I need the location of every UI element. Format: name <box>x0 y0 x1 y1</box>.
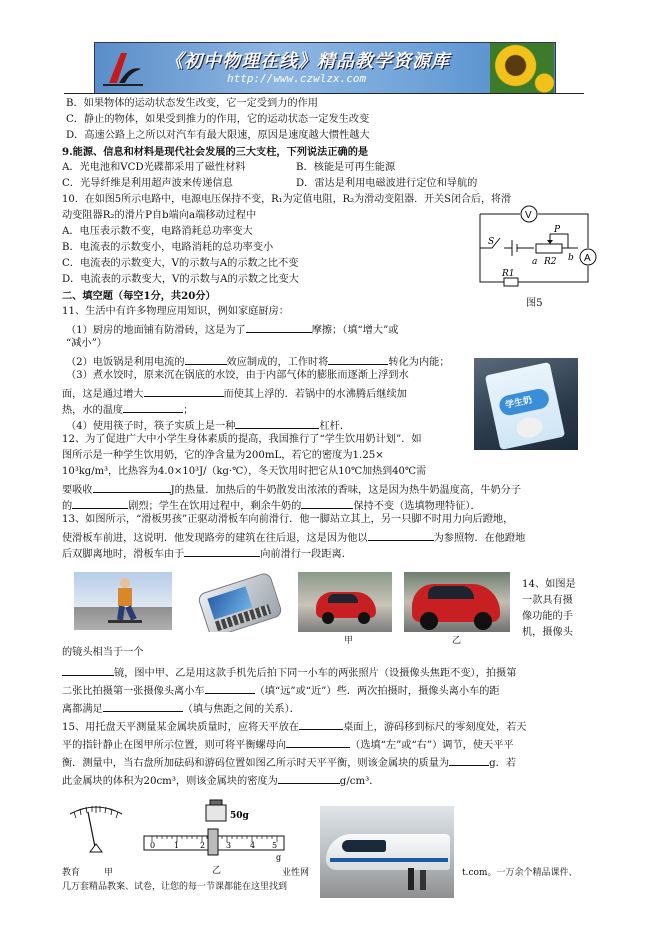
q11-part3-line2 <box>62 385 407 402</box>
scale-tick-2: 2 <box>200 841 206 850</box>
skateboard <box>108 620 142 623</box>
q15-line1-b: 桌面上，游码移到标尺的零刻度处，若天 <box>343 722 527 733</box>
boy-body <box>118 588 132 606</box>
q14-line3 <box>62 682 500 699</box>
q11-part2-b: 效应制成的，工作时将 <box>226 357 329 368</box>
voltmeter-label: V <box>525 210 532 221</box>
terminal-b-label: b <box>568 253 574 263</box>
q14-line4 <box>62 700 300 717</box>
q11-blank-buoyancy[interactable] <box>144 385 224 397</box>
q8-option-b: B．如果物体的运动状态发生改变，它一定受到力的作用 <box>66 98 318 109</box>
ammeter-label: A <box>584 253 591 264</box>
q14-line1: 的镜头相当于一个 <box>62 647 144 658</box>
q12-line1: 12、为了促进广大中小学生身体素质的提高，我国推行了“学生饮用奶计划”．如 <box>62 434 422 445</box>
q15-caption-yi: 乙 <box>212 866 222 876</box>
q14-side-1: 14、如图是 <box>522 579 576 590</box>
fig5-caption: 图5 <box>526 298 543 309</box>
q10-option-d: D．电流表的示数变大，V的示数与A的示数之比变大 <box>62 274 299 285</box>
car-wheel <box>358 612 370 624</box>
q8-option-d: D．高速公路上之所以对汽车有最大限速，原因是速度越大惯性越大 <box>66 130 370 141</box>
q12-line3: 10³kg/m³，比热容为4.0×10³J/（kg·℃），冬天饮用时把它从10℃加热到40℃需 <box>62 466 427 477</box>
q14-blank-lens[interactable] <box>62 664 114 676</box>
milk-bag <box>485 362 565 450</box>
terminal-a-label: a <box>532 257 538 267</box>
milk-bag-label: 学生奶 <box>504 395 534 411</box>
banner-url[interactable]: http://www.czwlzx.com <box>227 72 367 85</box>
q15-line3-a: 衡．测量中，当右盘所加砝码和游码位置如图乙所示时天平平衡，则该金属块的质量为 <box>62 758 450 769</box>
q13-line3 <box>62 545 352 562</box>
q15-line1 <box>62 718 526 735</box>
switch-label: S <box>488 237 495 247</box>
q11-part4-a: （4）使用筷子时，筷子实质上是一种 <box>66 421 236 432</box>
train-window <box>342 840 386 852</box>
milk-photo <box>474 358 578 450</box>
train-stripe <box>330 858 448 862</box>
q15-blank-mass[interactable] <box>449 754 489 766</box>
q15-line3-b: g．若 <box>489 758 517 769</box>
balance-pointer-figure <box>66 800 126 860</box>
q10-stem-line1: 10．在如图5所示电路中，电源电压保持不变，R₁为定值电阻，R₂为滑动变阻器．开关S闭合后，将滑 <box>62 194 512 205</box>
q11-part3-e: ； <box>183 405 194 416</box>
scale-tick-1: 1 <box>174 841 180 850</box>
q11-part2 <box>66 353 450 370</box>
footer-right: t.com。一万余个精品课件、 <box>462 868 578 878</box>
scale-tick-3: 3 <box>226 841 232 850</box>
q14-side-2: 一款具有摄 <box>522 595 573 606</box>
q11-part1-b: 摩擦；（填“增大”或 <box>311 325 399 336</box>
q11-part4-b: 杠杆． <box>319 421 351 432</box>
q13-line3-a: 后双脚离地时，滑板车由于 <box>62 549 185 560</box>
q15-line2-b: （选填“左”或“右”）调节，使天平平 <box>350 740 514 751</box>
weight-and-scale-figure <box>140 796 290 864</box>
q12-line4-a: 要吸收 <box>62 485 93 496</box>
q13-blank-reference[interactable] <box>368 529 434 541</box>
q13-line2-a: 使滑板车前进，这说明．他发现路旁的建筑在往后退，这是因为他以 <box>62 533 368 544</box>
boy-head <box>120 578 130 588</box>
q13-line3-b: 向前滑行一段距离． <box>260 549 352 560</box>
train-photo <box>320 806 454 898</box>
q11-part3-a: （3）煮水饺时，原来沉在锅底的水饺，由于内部气体的膨胀而逐渐上浮到水 <box>66 370 409 381</box>
q10-option-c: C．电流表的示数变大，V的示数与A的示数之比不变 <box>62 258 299 269</box>
scale-tick-5: 5 <box>272 841 278 850</box>
q9-option-a: A．光电池和VCD光碟都采用了磁性材料 <box>62 162 246 173</box>
q14-caption-yi: 乙 <box>452 636 462 646</box>
scale-tick-4: 4 <box>250 841 256 850</box>
r2-label: R2 <box>544 257 557 267</box>
q14-line3-b: （填“远”或“近”）些．两次拍摄时，摄像头离小车的距 <box>254 686 500 697</box>
q11-blank-friction[interactable] <box>246 321 312 333</box>
sunflower-image <box>490 43 554 93</box>
banner-title: 《初中物理在线》精品教学资源库 <box>165 51 450 72</box>
q11-stem: 11、生活中有许多物理应用知识，例如家庭厨房： <box>62 306 289 317</box>
car-photo-yi <box>404 572 510 632</box>
footer-mid: 业性网 <box>282 868 310 878</box>
q14-line2-a: 镜，图中甲、乙是用这款手机先后拍下同一小车的两张照片（设摄像头焦距不变），拍摄第 <box>114 668 517 679</box>
q14-line3-a: 二张比拍摄第一张摄像头离小车 <box>62 686 205 697</box>
q11-part3-b: 面，这是通过增大 <box>62 389 144 400</box>
q15-blank-surface[interactable] <box>299 718 343 730</box>
car-wheel <box>420 612 438 630</box>
q15-line3 <box>62 754 516 771</box>
person <box>420 870 426 890</box>
q13-line2 <box>62 529 525 546</box>
q15-line2 <box>62 736 514 753</box>
header-banner <box>94 42 556 94</box>
q11-part4 <box>66 417 350 434</box>
q15-blank-direction[interactable] <box>286 736 350 748</box>
q11-part3-c: 而使其上浮的．若锅中的水沸腾后继续加 <box>223 389 407 400</box>
q13-blank-inertia[interactable] <box>184 545 260 557</box>
q11-part3-line3 <box>62 401 193 418</box>
q14-side-4: 机，摄像头 <box>522 627 573 638</box>
milk-bag-cow <box>515 415 545 440</box>
section2-title: 二、填空题（每空1分，共20分） <box>62 290 216 302</box>
slider-arrow-icon <box>547 240 553 244</box>
q14-caption-jia: 甲 <box>344 636 354 646</box>
q10-option-b: B．电流表的示数变小，电路消耗的总功率变小 <box>62 242 274 253</box>
boy-leg <box>125 605 136 620</box>
q11-part1-c: “减小”） <box>66 338 107 349</box>
q14-blank-focal[interactable] <box>103 700 183 712</box>
weight-50g <box>206 805 226 821</box>
q14-line4-b: （填与焦距之间的关系）． <box>182 704 300 715</box>
q15-line4-b: g/cm³． <box>339 776 380 787</box>
q11-blank-current-effect[interactable] <box>185 353 227 365</box>
q12-line2: 图所示是一种学生饮用奶，它的净含量为200mL，若它的密度为1.25× <box>62 450 384 461</box>
q15-blank-density[interactable] <box>278 772 340 784</box>
q12-line4-b: J的热量．加热后的牛奶散发出浓浓的香味，这是因为热牛奶温度高，牛奶分子 <box>170 485 522 496</box>
train-body <box>326 834 450 870</box>
q8-option-c: C．静止的物体，如果受到推力的作用，它的运动状态一定发生改变 <box>66 114 370 125</box>
car-wheel <box>474 612 492 630</box>
q12-blank-property[interactable] <box>301 497 353 509</box>
q11-part2-a: （2）电饭锅是利用电流的 <box>66 357 185 368</box>
circuit-diagram <box>474 204 602 296</box>
q9-stem <box>62 145 368 160</box>
q9-option-b: B．核能是可再生能源 <box>296 162 396 173</box>
q12-line5-b: 剧烈；学生在饮用过程中，剩余牛奶的 <box>128 501 302 512</box>
q15-line1-a: 15、用托盘天平测量某金属块质量时，应将天平放在 <box>62 722 300 733</box>
q14-line4-a: 离都满足 <box>62 704 103 715</box>
footer-left-2: 几万套精品教案、试卷，让您的每一节课都能在这里找到 <box>62 882 288 892</box>
boy-leg <box>117 606 125 621</box>
q12-line4 <box>62 481 521 498</box>
scale-unit: g <box>276 853 282 862</box>
phone-image <box>196 572 282 632</box>
person <box>408 868 414 890</box>
header-rule <box>64 93 584 94</box>
q9-option-d: D．雷达是利用电磁波进行定位和导航的 <box>296 178 478 189</box>
q14-line2 <box>62 664 516 681</box>
q12-blank-heat[interactable] <box>93 481 171 493</box>
logo-icon <box>99 47 145 89</box>
q14-blank-distance[interactable] <box>205 682 255 694</box>
q12-line5 <box>62 497 481 514</box>
q9-stem-text: 9.能源、信息和材料是现代社会发展的三大支柱，下列说法正确的是 <box>62 146 369 158</box>
weight-label: 50g <box>230 811 249 821</box>
q11-part1-a: （1）厨房的地面铺有防滑砖，这是为了 <box>66 325 246 336</box>
slider-p-label: P <box>554 225 561 235</box>
phone-body <box>197 572 282 632</box>
q13-line2-b: 为参照物．在他蹬地 <box>433 533 526 544</box>
q13-line1: 13、如图所示，“滑板男孩”正驱动滑板车向前滑行．他一脚站立其上，另一只脚不时用力向后蹬地， <box>62 514 514 525</box>
footer-left-1: 教育 <box>62 868 81 878</box>
q11-part3-d: 热，水的温度 <box>62 405 124 416</box>
car-window <box>328 594 358 603</box>
car-wheel <box>322 612 334 624</box>
q11-part2-c: 转化为内能； <box>388 357 450 368</box>
q12-blank-motion[interactable] <box>72 497 128 509</box>
footer-jia: 甲 <box>104 868 114 878</box>
q9-option-c: C．光导纤维是利用超声波来传递信息 <box>62 178 233 189</box>
q10-stem-line2: 动变阻器R₂的滑片P自b端向a端移动过程中 <box>62 210 257 221</box>
q11-blank-energy[interactable] <box>328 353 388 365</box>
q11-part1 <box>66 321 399 338</box>
q11-blank-lever[interactable] <box>235 417 319 429</box>
q15-line4-a: 此金属块的体积为20cm³，则该金属块的密度为 <box>62 776 278 787</box>
car-photo-jia <box>298 572 392 632</box>
q11-blank-temperature[interactable] <box>123 401 183 413</box>
scale-tick-0: 0 <box>150 841 156 850</box>
q10-option-a: A．电压表示数不变，电路消耗总功率变大 <box>62 226 253 237</box>
q15-line4 <box>62 772 379 789</box>
q14-side-3: 像功能的手 <box>522 611 573 622</box>
skateboard-boy-image <box>74 572 172 630</box>
rider[interactable] <box>208 829 218 855</box>
q15-line2-a: 平的指针静止在图甲所示位置，则可将平衡螺母向 <box>62 740 287 751</box>
car-window <box>428 586 474 599</box>
r1-label: R1 <box>502 269 515 279</box>
q12-line5-c: 保持不变（选填物理特征）． <box>353 501 481 512</box>
q12-line5-a: 的 <box>62 501 73 512</box>
